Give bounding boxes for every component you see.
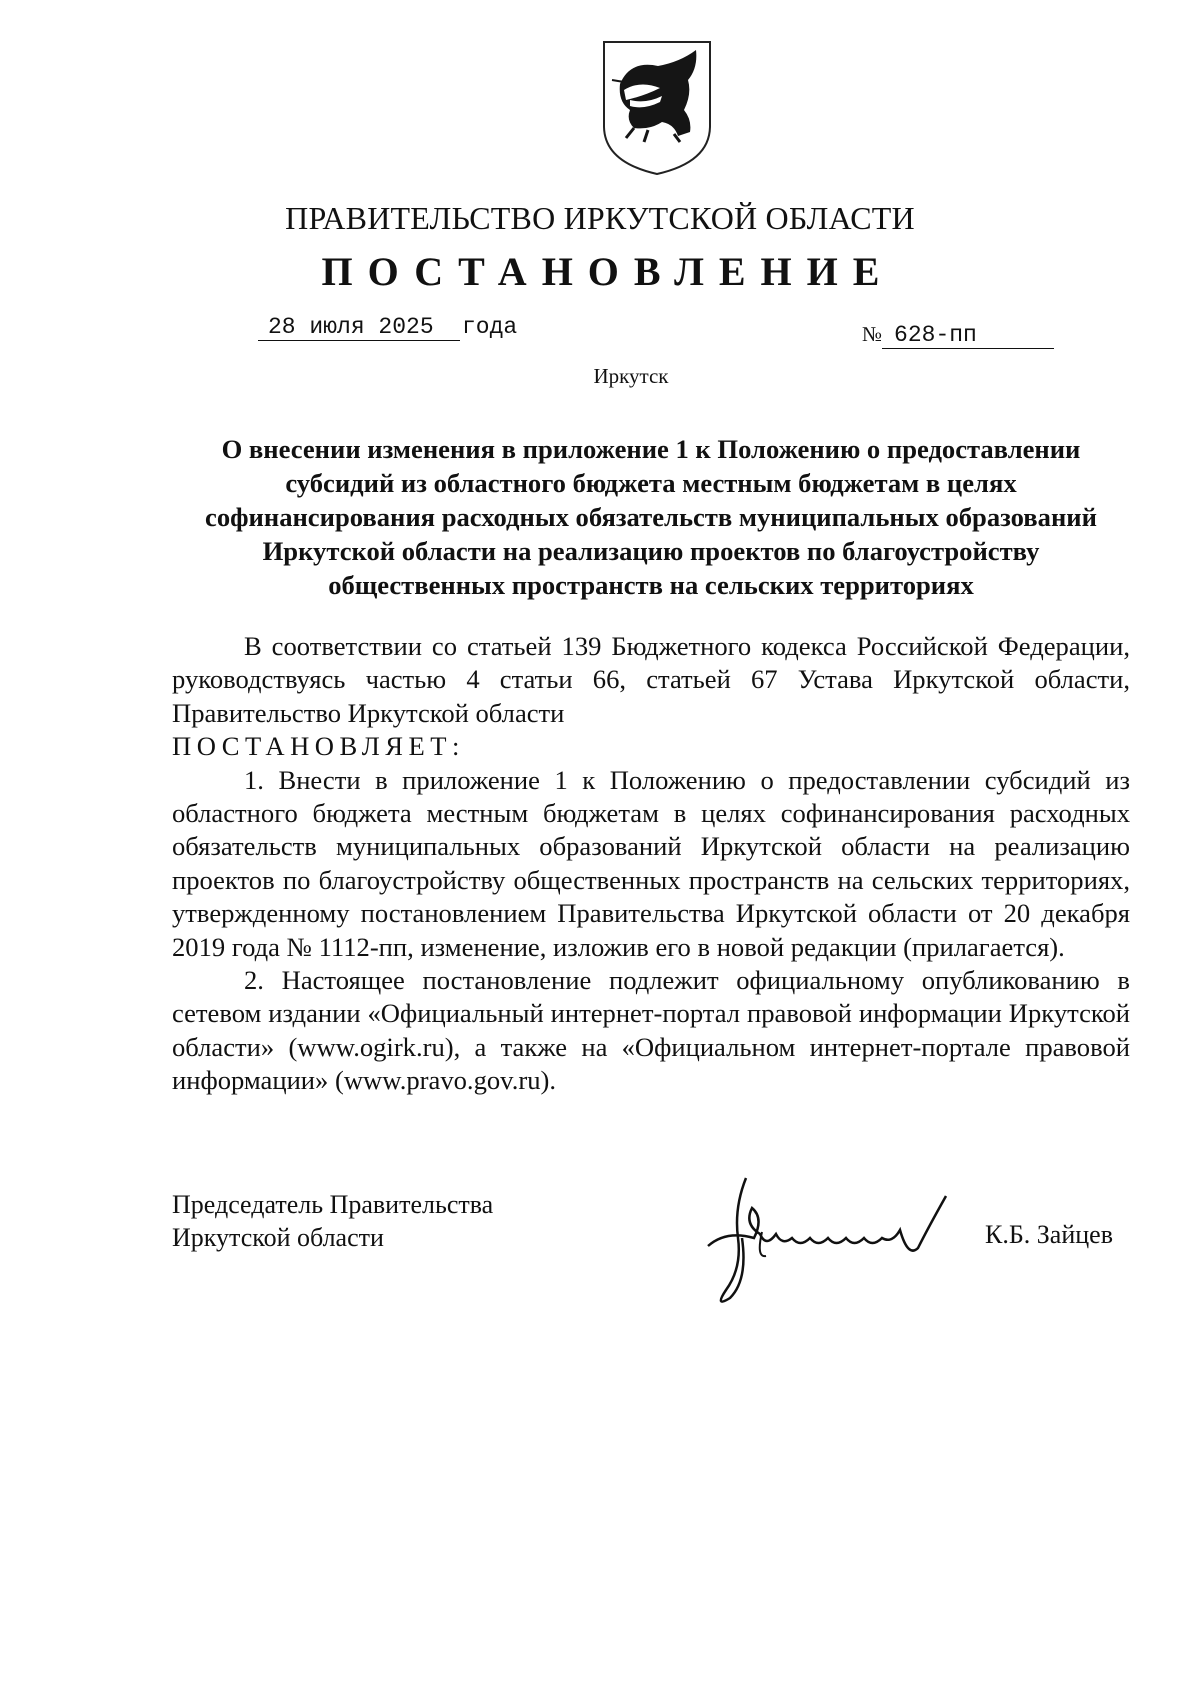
body-item-2: 2. Настоящее постановление подлежит официальному опубликованию в сетевом издании «Официальный интернет-портал правовой информации Иркутской области» (www.ogirk.ru), а также на «Официальном интернет-портале правовой информации» (www.pravo.gov.ru).	[172, 965, 1130, 1096]
city: Иркутск	[593, 364, 669, 388]
document-title: О внесении изменения в приложение 1 к Положению о предоставлении субсидий из областного бюджета местным бюджетам в целях софинансирования расходных обязательств муниципальных образований Иркутской области на реализацию проектов по благоустройству общественных пространств на сельских территориях	[205, 434, 1097, 600]
date-value: 28 июля 2025	[258, 314, 460, 341]
signer-position	[172, 1188, 493, 1254]
document-body	[172, 630, 1130, 1098]
signer-name: К.Б. Зайцев	[985, 1220, 1113, 1249]
signer-position-line-2: Иркутской области	[172, 1223, 384, 1252]
document-date	[258, 314, 517, 348]
irkutsk-coat-of-arms-icon	[600, 38, 714, 178]
date-suffix: года	[462, 314, 518, 340]
document-type: ПОСТАНОВЛЕНИЕ	[321, 249, 895, 294]
handwritten-signature	[696, 1168, 956, 1318]
number-sign: №	[862, 322, 883, 346]
signer-position-line-1: Председатель Правительства	[172, 1190, 494, 1219]
body-item-1: 1. Внести в приложение 1 к Положению о предоставлении субсидий из областного бюджета местным бюджетам в целях софинансирования расходных обязательств муниципальных образований Иркутской области на реализацию проектов по благоустройству общественных пространств на сельских территориях, утвержденному постановлением Правительства Иркутской области от 20 декабря 2019 года № 1112-пп, изменение, изложив его в новой редакции (прилагается).	[172, 764, 1130, 962]
government-name: ПРАВИТЕЛЬСТВО ИРКУТСКОЙ ОБЛАСТИ	[285, 200, 915, 236]
document-number	[862, 322, 1054, 356]
resolve-word: ПОСТАНОВЛЯЕТ:	[172, 731, 465, 762]
number-value: 628-пп	[882, 322, 1054, 349]
preamble: В соответствии со статьей 139 Бюджетного кодекса Российской Федерации, руководствуясь частью 4 статьи 66, статьей 67 Устава Иркутской области, Правительство Иркутской области	[172, 631, 1130, 728]
